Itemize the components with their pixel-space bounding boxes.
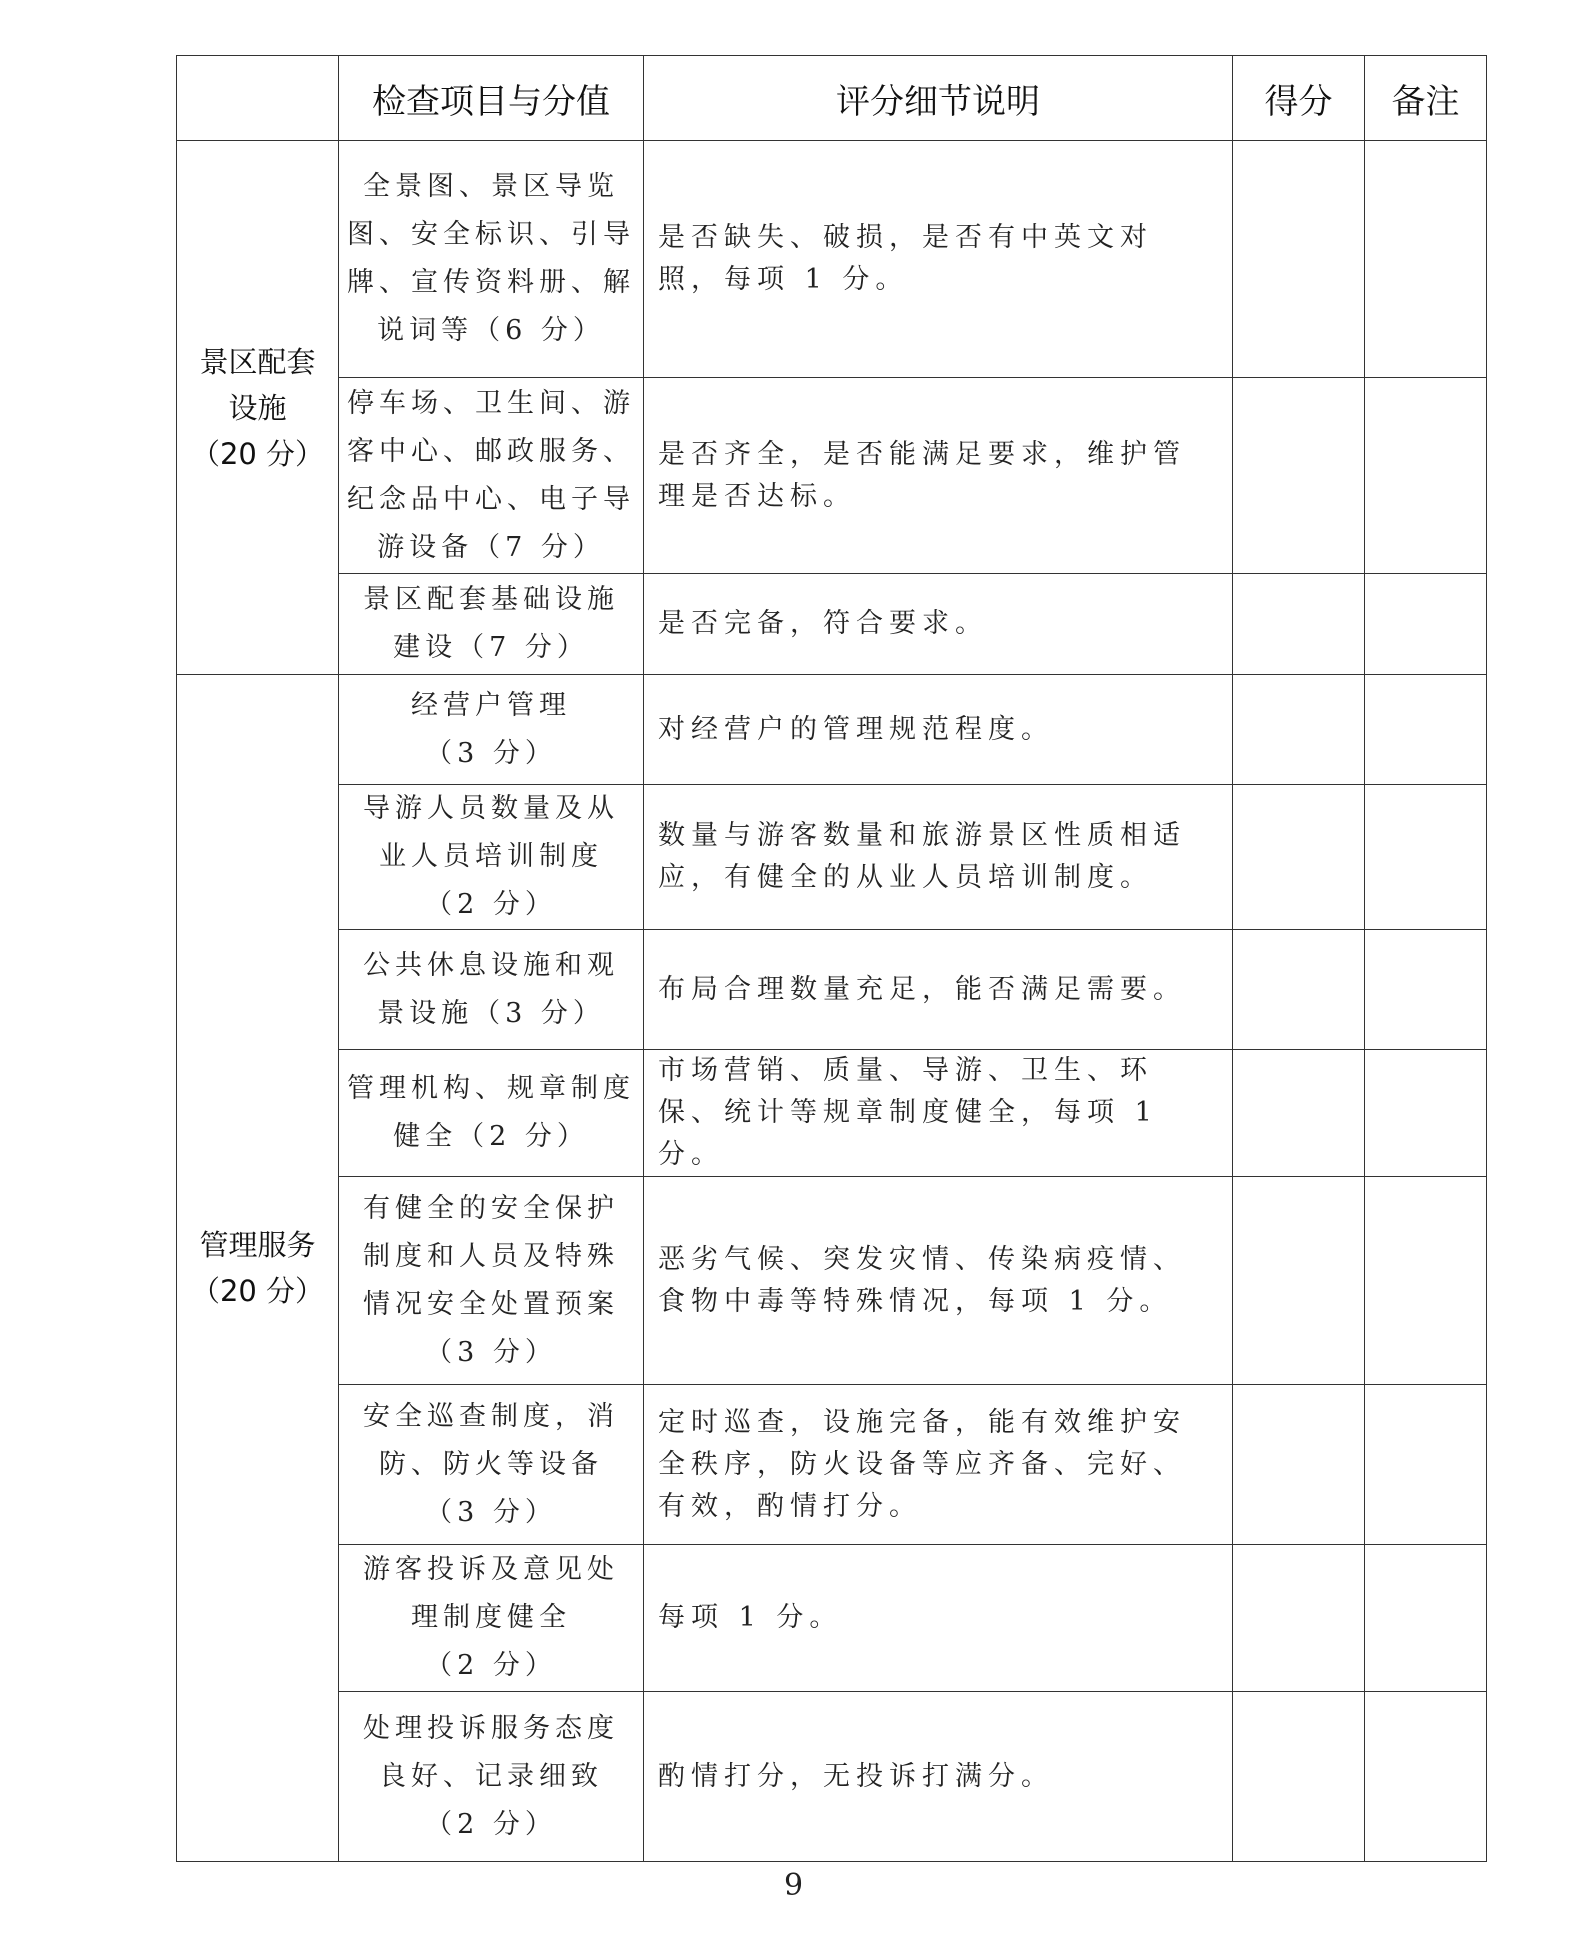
table-row [177, 141, 1487, 378]
header-detail: 评分细节说明 [644, 56, 1233, 141]
item-cell [339, 1692, 644, 1862]
table-row [177, 675, 1487, 785]
header-row [177, 56, 1487, 141]
note-cell[interactable] [1365, 378, 1487, 574]
note-cell[interactable] [1365, 574, 1487, 675]
score-cell[interactable] [1233, 1545, 1365, 1692]
item-text: 处理投诉服务态度 [363, 1712, 619, 1744]
table-row [177, 378, 1487, 574]
table-row [177, 1692, 1487, 1862]
item-text: 说词等（6 分） [377, 315, 605, 346]
item-cell [339, 1385, 644, 1545]
score-cell[interactable] [1233, 1385, 1365, 1545]
note-cell[interactable] [1365, 675, 1487, 785]
detail-cell: 市场营销、质量、导游、卫生、环保、统计等规章制度健全，每项 1 分。 [644, 1050, 1233, 1177]
item-text: 业人员培训制度 [379, 841, 603, 872]
detail-cell: 是否齐全，是否能满足要求，维护管理是否达标。 [644, 378, 1233, 574]
category-text: 景区配套 [199, 344, 316, 379]
note-cell[interactable] [1365, 1692, 1487, 1862]
note-cell[interactable] [1365, 1545, 1487, 1692]
item-text: 导游人员数量及从 [363, 793, 619, 824]
item-text: （3 分） [425, 1336, 557, 1368]
item-text: 安全巡查制度，消 [363, 1400, 619, 1432]
score-cell[interactable] [1233, 1692, 1365, 1862]
table-row [177, 785, 1487, 930]
header-note: 备注 [1365, 56, 1487, 141]
note-cell[interactable] [1365, 930, 1487, 1050]
note-cell[interactable] [1365, 141, 1487, 378]
item-cell [339, 1545, 644, 1692]
table-row [177, 1385, 1487, 1545]
item-text: 客中心、邮政服务、 [347, 435, 635, 467]
score-cell[interactable] [1233, 930, 1365, 1050]
item-text: 公共休息设施和观 [363, 949, 619, 981]
score-cell[interactable] [1233, 141, 1365, 378]
item-text: （3 分） [425, 737, 557, 769]
detail-cell: 酌情打分，无投诉打满分。 [644, 1692, 1233, 1862]
detail-cell: 是否完备，符合要求。 [644, 574, 1233, 675]
item-text: 全景图、景区导览 [363, 171, 619, 202]
item-text: 景区配套基础设施 [363, 584, 619, 615]
category-cell-facilities [177, 141, 339, 675]
header-score: 得分 [1233, 56, 1365, 141]
item-cell [339, 930, 644, 1050]
item-text: 健全（2 分） [393, 1121, 589, 1152]
item-cell [339, 141, 644, 378]
note-cell[interactable] [1365, 1385, 1487, 1545]
table-row [177, 574, 1487, 675]
score-table [176, 55, 1487, 1862]
item-text: （3 分） [425, 1496, 557, 1528]
item-cell [339, 574, 644, 675]
item-text: 景设施（3 分） [377, 997, 605, 1029]
category-text: （20 分） [190, 1274, 325, 1308]
score-cell[interactable] [1233, 675, 1365, 785]
header-item: 检查项目与分值 [339, 56, 644, 141]
category-text: 设施 [228, 390, 287, 425]
detail-cell: 布局合理数量充足，能否满足需要。 [644, 930, 1233, 1050]
header-category-cell [177, 56, 339, 141]
table-row [177, 1050, 1487, 1177]
note-cell[interactable] [1365, 1177, 1487, 1385]
item-cell [339, 675, 644, 785]
detail-cell: 数量与游客数量和旅游景区性质相适应，有健全的从业人员培训制度。 [644, 785, 1233, 930]
item-text: 管理机构、规章制度 [347, 1073, 635, 1104]
score-cell[interactable] [1233, 1177, 1365, 1385]
detail-cell: 对经营户的管理规范程度。 [644, 675, 1233, 785]
table-row [177, 930, 1487, 1050]
item-text: 建设（7 分） [393, 632, 589, 663]
category-text: （20 分） [190, 436, 325, 471]
item-text: 情况安全处置预案 [363, 1288, 619, 1320]
note-cell[interactable] [1365, 1050, 1487, 1177]
item-cell [339, 1050, 644, 1177]
item-text: 有健全的安全保护 [363, 1192, 619, 1224]
item-text: 牌、宣传资料册、解 [347, 267, 635, 298]
item-text: （2 分） [425, 889, 557, 920]
category-text: 管理服务 [199, 1228, 316, 1262]
score-cell[interactable] [1233, 378, 1365, 574]
item-text: （2 分） [425, 1808, 557, 1840]
item-text: 良好、记录细致 [379, 1760, 603, 1792]
note-cell[interactable] [1365, 785, 1487, 930]
page-number: 9 [783, 1868, 804, 1903]
detail-cell: 定时巡查，设施完备，能有效维护安全秩序，防火设备等应齐备、完好、有效，酌情打分。 [644, 1385, 1233, 1545]
item-text: 经营户管理 [411, 689, 571, 721]
table-row [177, 1177, 1487, 1385]
item-cell [339, 1177, 644, 1385]
item-text: 图、安全标识、引导 [347, 219, 635, 250]
score-cell[interactable] [1233, 574, 1365, 675]
item-text: 防、防火等设备 [379, 1448, 603, 1480]
score-cell[interactable] [1233, 785, 1365, 930]
item-cell [339, 378, 644, 574]
item-text: 纪念品中心、电子导 [347, 483, 635, 515]
item-text: （2 分） [425, 1650, 557, 1681]
category-cell-management [177, 675, 339, 1862]
item-text: 理制度健全 [411, 1602, 571, 1633]
score-cell[interactable] [1233, 1050, 1365, 1177]
item-text: 游设备（7 分） [377, 531, 605, 563]
detail-cell: 是否缺失、破损，是否有中英文对照，每项 1 分。 [644, 141, 1233, 378]
item-text: 停车场、卫生间、游 [347, 387, 635, 419]
item-text: 制度和人员及特殊 [363, 1240, 619, 1272]
table-row [177, 1545, 1487, 1692]
item-cell [339, 785, 644, 930]
detail-cell: 恶劣气候、突发灾情、传染病疫情、食物中毒等特殊情况，每项 1 分。 [644, 1177, 1233, 1385]
item-text: 游客投诉及意见处 [363, 1554, 619, 1585]
detail-cell: 每项 1 分。 [644, 1545, 1233, 1692]
